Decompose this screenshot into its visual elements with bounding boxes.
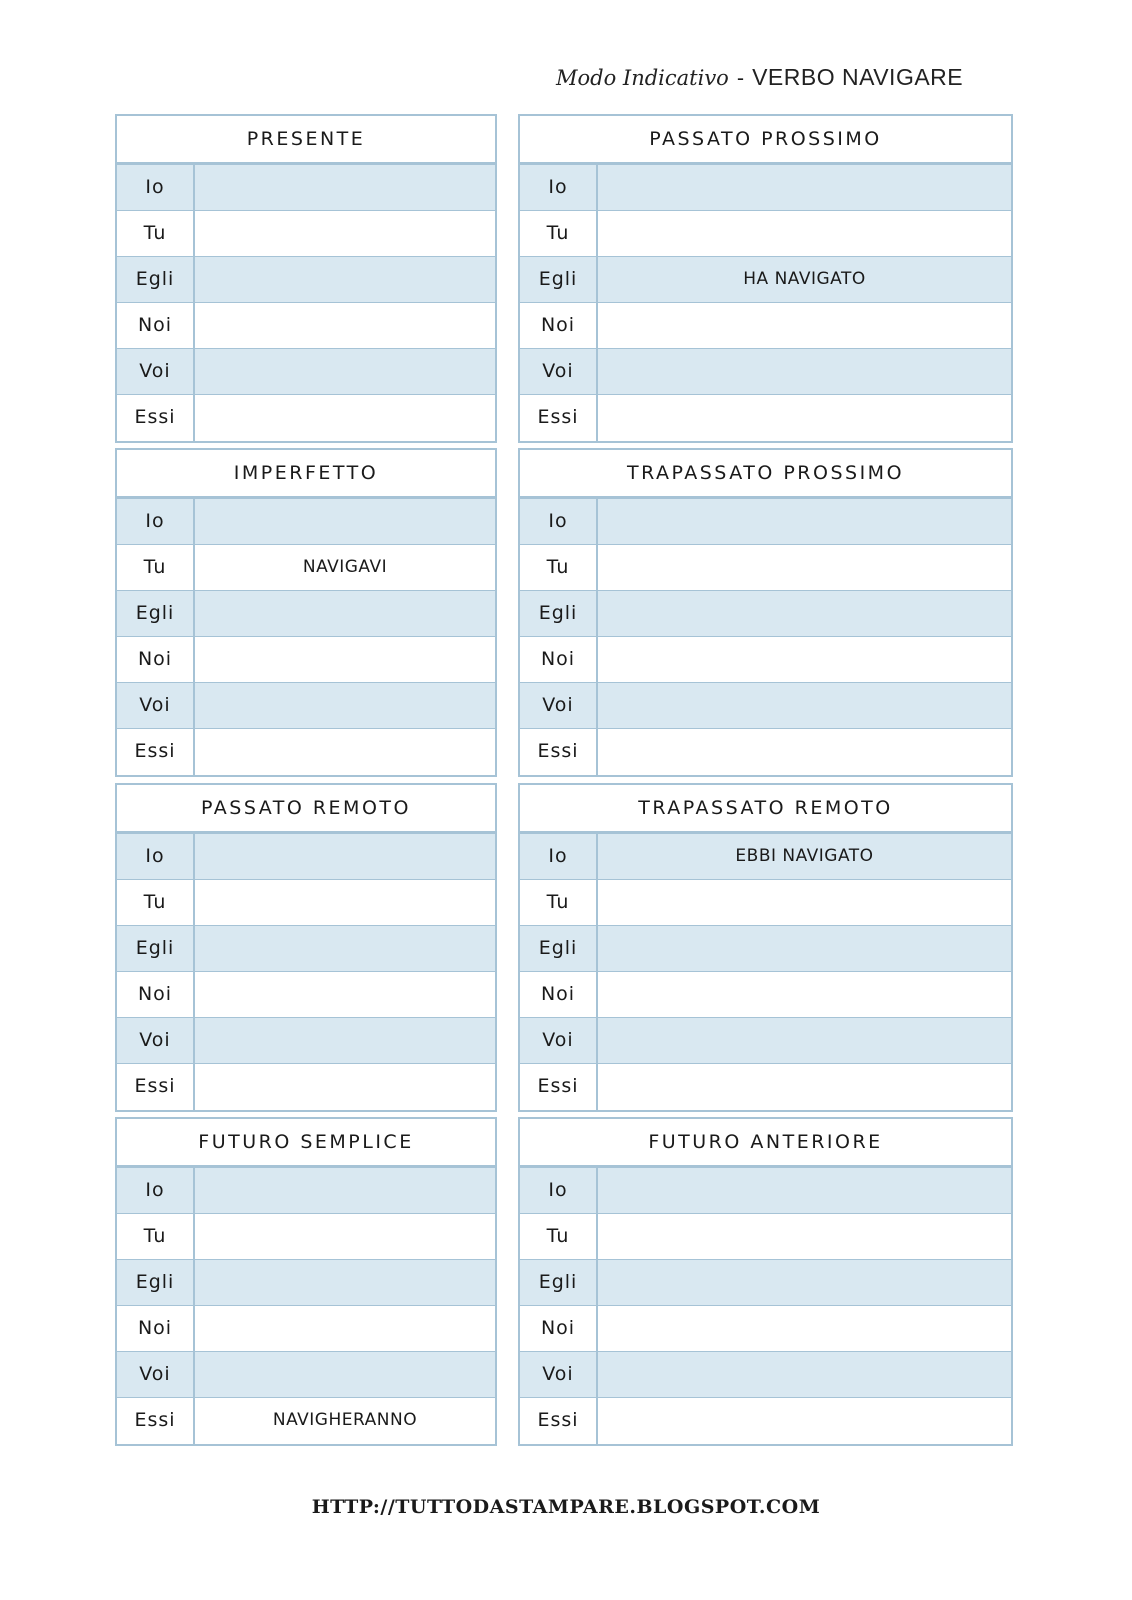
tense-title: FUTURO ANTERIORE bbox=[520, 1119, 1011, 1168]
answer-cell[interactable] bbox=[195, 499, 495, 544]
conjugation-row bbox=[520, 591, 1011, 637]
answer-cell[interactable] bbox=[598, 545, 1011, 590]
pronoun-cell: Noi bbox=[117, 303, 195, 348]
conjugation-row bbox=[520, 926, 1011, 972]
answer-cell[interactable] bbox=[598, 926, 1011, 971]
pronoun-cell: Noi bbox=[520, 1306, 598, 1351]
answer-cell[interactable]: HA NAVIGATO bbox=[743, 269, 866, 289]
conjugation-row bbox=[117, 683, 495, 729]
pronoun-cell: Essi bbox=[520, 729, 598, 775]
answer-cell[interactable] bbox=[195, 683, 495, 728]
conjugation-row bbox=[520, 1214, 1011, 1260]
answer-cell[interactable] bbox=[598, 499, 1011, 544]
pronoun-cell: Essi bbox=[117, 1064, 195, 1110]
conjugation-row bbox=[520, 545, 1011, 591]
verb-title: VERBO NAVIGARE bbox=[752, 64, 964, 90]
tense-title: TRAPASSATO PROSSIMO bbox=[520, 450, 1011, 499]
answer-cell[interactable] bbox=[598, 1214, 1011, 1259]
conjugation-row bbox=[117, 257, 495, 303]
conjugation-row bbox=[117, 637, 495, 683]
answer-cell[interactable] bbox=[598, 1260, 1011, 1305]
answer-cell[interactable] bbox=[598, 1018, 1011, 1063]
answer-cell[interactable] bbox=[598, 211, 1011, 256]
pronoun-cell: Tu bbox=[520, 211, 598, 256]
pronoun-cell: Voi bbox=[520, 1352, 598, 1397]
tense-table bbox=[115, 783, 497, 1112]
answer-cell[interactable] bbox=[195, 1260, 495, 1305]
pronoun-cell: Egli bbox=[117, 591, 195, 636]
answer-cell[interactable] bbox=[195, 1018, 495, 1063]
conjugation-row bbox=[520, 1260, 1011, 1306]
conjugation-row bbox=[117, 1398, 495, 1444]
conjugation-row bbox=[117, 1214, 495, 1260]
tense-title: TRAPASSATO REMOTO bbox=[520, 785, 1011, 834]
conjugation-row bbox=[117, 165, 495, 211]
tense-table bbox=[518, 114, 1013, 443]
answer-cell[interactable] bbox=[598, 1168, 1011, 1213]
pronoun-cell: Essi bbox=[520, 1064, 598, 1110]
conjugation-row bbox=[520, 499, 1011, 545]
pronoun-cell: Tu bbox=[117, 545, 195, 590]
pronoun-cell: Voi bbox=[520, 683, 598, 728]
pronoun-cell: Io bbox=[117, 834, 195, 879]
tense-table bbox=[115, 448, 497, 777]
conjugation-row bbox=[117, 211, 495, 257]
conjugation-row bbox=[520, 395, 1011, 441]
conjugation-row bbox=[117, 1352, 495, 1398]
pronoun-cell: Tu bbox=[520, 880, 598, 925]
answer-cell[interactable] bbox=[195, 834, 495, 879]
conjugation-row bbox=[117, 1306, 495, 1352]
pronoun-cell: Voi bbox=[117, 1352, 195, 1397]
conjugation-row bbox=[520, 729, 1011, 775]
pronoun-cell: Egli bbox=[520, 257, 598, 302]
pronoun-cell: Noi bbox=[520, 637, 598, 682]
answer-cell[interactable] bbox=[195, 257, 495, 302]
answer-cell[interactable] bbox=[598, 972, 1011, 1017]
pronoun-cell: Io bbox=[117, 1168, 195, 1213]
answer-cell[interactable] bbox=[195, 637, 495, 682]
pronoun-cell: Tu bbox=[520, 1214, 598, 1259]
answer-cell[interactable]: EBBI NAVIGATO bbox=[735, 846, 874, 866]
conjugation-row bbox=[117, 1018, 495, 1064]
conjugation-row bbox=[520, 349, 1011, 395]
answer-cell[interactable] bbox=[598, 1306, 1011, 1351]
answer-cell[interactable] bbox=[195, 926, 495, 971]
conjugation-row bbox=[117, 1168, 495, 1214]
pronoun-cell: Voi bbox=[520, 349, 598, 394]
pronoun-cell: Io bbox=[520, 499, 598, 544]
conjugation-row bbox=[117, 926, 495, 972]
pronoun-cell: Tu bbox=[117, 1214, 195, 1259]
pronoun-cell: Noi bbox=[117, 637, 195, 682]
answer-cell[interactable]: NAVIGAVI bbox=[302, 557, 388, 577]
conjugation-row bbox=[520, 1306, 1011, 1352]
answer-cell[interactable] bbox=[598, 1398, 1011, 1444]
pronoun-cell: Io bbox=[520, 1168, 598, 1213]
pronoun-cell: Egli bbox=[520, 1260, 598, 1305]
pronoun-cell: Noi bbox=[117, 1306, 195, 1351]
tense-table bbox=[518, 448, 1013, 777]
conjugation-row bbox=[117, 349, 495, 395]
conjugation-row bbox=[520, 257, 1011, 303]
answer-cell[interactable] bbox=[195, 1168, 495, 1213]
tense-title: PASSATO PROSSIMO bbox=[520, 116, 1011, 165]
answer-cell[interactable] bbox=[598, 637, 1011, 682]
conjugation-row bbox=[117, 1260, 495, 1306]
conjugation-row bbox=[520, 303, 1011, 349]
pronoun-cell: Tu bbox=[520, 545, 598, 590]
answer-cell[interactable] bbox=[195, 1352, 495, 1397]
tense-table bbox=[518, 1117, 1013, 1446]
answer-cell[interactable] bbox=[195, 729, 495, 775]
conjugation-row bbox=[117, 591, 495, 637]
conjugation-row bbox=[520, 211, 1011, 257]
answer-cell[interactable] bbox=[195, 1214, 495, 1259]
pronoun-cell: Essi bbox=[520, 395, 598, 441]
conjugation-row bbox=[117, 729, 495, 775]
answer-cell[interactable] bbox=[598, 1352, 1011, 1397]
answer-cell[interactable] bbox=[598, 349, 1011, 394]
pronoun-cell: Noi bbox=[117, 972, 195, 1017]
tense-table bbox=[115, 1117, 497, 1446]
pronoun-cell: Tu bbox=[117, 211, 195, 256]
page-header bbox=[556, 64, 963, 91]
pronoun-cell: Egli bbox=[520, 926, 598, 971]
conjugation-row bbox=[117, 880, 495, 926]
footer-url: HTTP://TUTTODASTAMPARE.BLOGSPOT.COM bbox=[311, 1496, 821, 1518]
pronoun-cell: Essi bbox=[117, 395, 195, 441]
pronoun-cell: Egli bbox=[117, 257, 195, 302]
pronoun-cell: Io bbox=[520, 165, 598, 210]
conjugation-row bbox=[117, 395, 495, 441]
answer-cell[interactable] bbox=[195, 211, 495, 256]
pronoun-cell: Essi bbox=[117, 1398, 195, 1444]
answer-cell[interactable] bbox=[598, 165, 1011, 210]
answer-cell[interactable] bbox=[195, 880, 495, 925]
conjugation-row bbox=[117, 545, 495, 591]
conjugation-row bbox=[520, 165, 1011, 211]
pronoun-cell: Io bbox=[117, 165, 195, 210]
conjugation-row bbox=[520, 880, 1011, 926]
answer-cell[interactable] bbox=[195, 395, 495, 441]
pronoun-cell: Noi bbox=[520, 972, 598, 1017]
conjugation-row bbox=[520, 1352, 1011, 1398]
pronoun-cell: Voi bbox=[117, 683, 195, 728]
pronoun-cell: Egli bbox=[117, 1260, 195, 1305]
tense-table bbox=[115, 114, 497, 443]
mode-label: Modo Indicativo bbox=[556, 66, 729, 90]
pronoun-cell: Voi bbox=[117, 349, 195, 394]
pronoun-cell: Io bbox=[117, 499, 195, 544]
answer-cell[interactable] bbox=[598, 880, 1011, 925]
tense-title: PRESENTE bbox=[117, 116, 495, 165]
conjugation-row bbox=[520, 1398, 1011, 1444]
answer-cell[interactable] bbox=[195, 349, 495, 394]
answer-cell[interactable] bbox=[195, 303, 495, 348]
header-separator: - bbox=[736, 66, 745, 90]
conjugation-row bbox=[520, 637, 1011, 683]
tense-title: IMPERFETTO bbox=[117, 450, 495, 499]
answer-cell[interactable] bbox=[598, 1064, 1011, 1110]
pronoun-cell: Voi bbox=[520, 1018, 598, 1063]
answer-cell[interactable] bbox=[195, 1306, 495, 1351]
tense-title: FUTURO SEMPLICE bbox=[117, 1119, 495, 1168]
conjugation-row bbox=[520, 972, 1011, 1018]
conjugation-row bbox=[117, 303, 495, 349]
pronoun-cell: Egli bbox=[520, 591, 598, 636]
conjugation-row bbox=[117, 499, 495, 545]
pronoun-cell: Essi bbox=[520, 1398, 598, 1444]
answer-cell[interactable] bbox=[598, 303, 1011, 348]
tense-title: PASSATO REMOTO bbox=[117, 785, 495, 834]
answer-cell[interactable] bbox=[195, 591, 495, 636]
conjugation-row bbox=[117, 834, 495, 880]
answer-cell[interactable] bbox=[195, 165, 495, 210]
answer-cell[interactable] bbox=[598, 591, 1011, 636]
answer-cell[interactable] bbox=[195, 972, 495, 1017]
conjugation-row bbox=[520, 683, 1011, 729]
conjugation-row bbox=[117, 1064, 495, 1110]
answer-cell[interactable] bbox=[598, 729, 1011, 775]
pronoun-cell: Voi bbox=[117, 1018, 195, 1063]
conjugation-row bbox=[117, 972, 495, 1018]
pronoun-cell: Noi bbox=[520, 303, 598, 348]
answer-cell[interactable] bbox=[195, 1064, 495, 1110]
answer-cell[interactable] bbox=[598, 395, 1011, 441]
pronoun-cell: Essi bbox=[117, 729, 195, 775]
tense-table bbox=[518, 783, 1013, 1112]
pronoun-cell: Tu bbox=[117, 880, 195, 925]
answer-cell[interactable]: NAVIGHERANNO bbox=[272, 1410, 418, 1430]
conjugation-row bbox=[520, 834, 1011, 880]
conjugation-row bbox=[520, 1018, 1011, 1064]
conjugation-row bbox=[520, 1064, 1011, 1110]
pronoun-cell: Io bbox=[520, 834, 598, 879]
conjugation-row bbox=[520, 1168, 1011, 1214]
answer-cell[interactable] bbox=[598, 683, 1011, 728]
pronoun-cell: Egli bbox=[117, 926, 195, 971]
